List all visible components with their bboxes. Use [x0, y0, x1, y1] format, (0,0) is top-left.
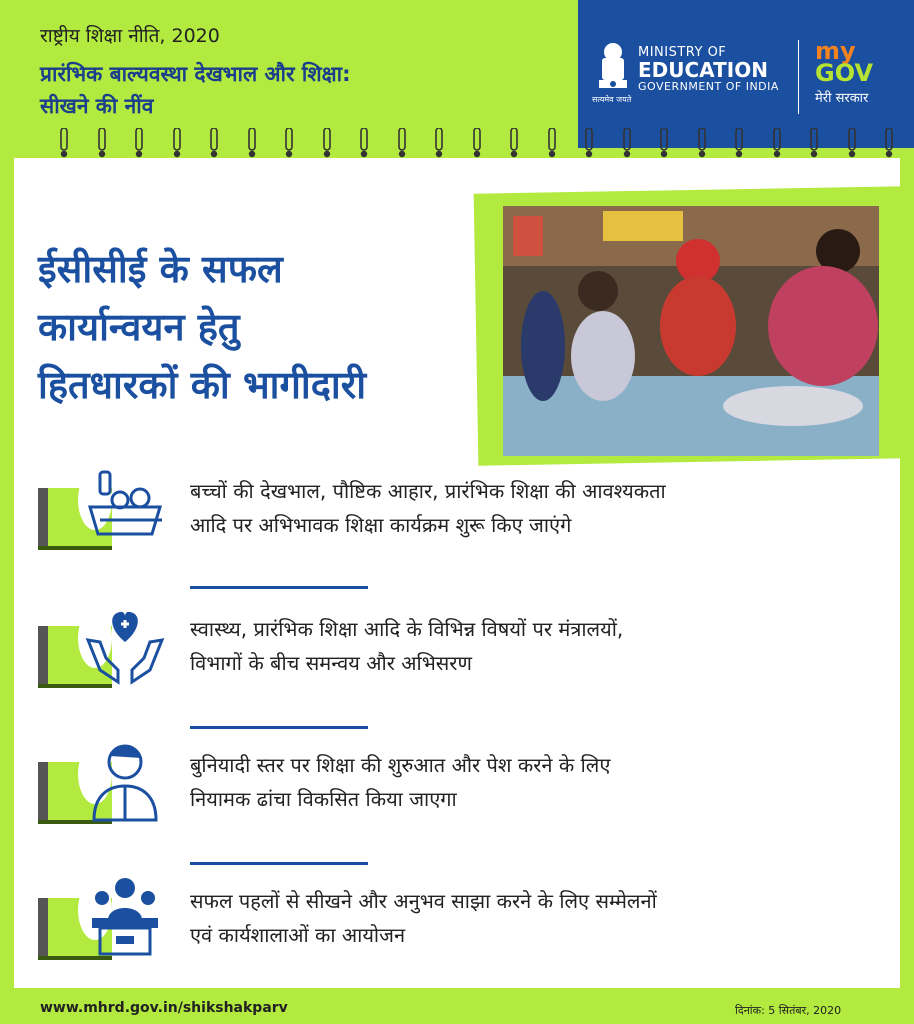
website-link[interactable]: www.mhrd.gov.in/shikshakparv: [40, 1000, 288, 1016]
item-divider: [190, 862, 368, 865]
item-text: स्वास्थ्य, प्रारंभिक शिक्षा आदि के विभिन्न विषयों पर मंत्रालयों, विभागों के बीच समन्वय और अभिसरण: [190, 617, 624, 675]
binding-ring: [508, 128, 520, 158]
binding-ring: [883, 128, 895, 158]
date-label: दिनांक: 5 सितंबर, 2020: [735, 1004, 842, 1017]
page-title: ईसीसीई के सफल कार्यान्वयन हेतु हितधारकों की भागीदारी: [38, 247, 367, 407]
binding-ring: [321, 128, 333, 158]
item-text: सफल पहलों से सीखने और अनुभव साझा करने के लिए सम्मेलनों एवं कार्यशालाओं का आयोजन: [190, 889, 657, 947]
binding-ring: [621, 128, 633, 158]
binding-ring: [58, 128, 70, 158]
binding-ring: [846, 128, 858, 158]
binding-ring: [433, 128, 445, 158]
mygov-logo: my GOV मेरी सरकार: [815, 37, 874, 106]
binding-ring: [96, 128, 108, 158]
list-item: [38, 872, 898, 992]
children-activity-photo: [503, 206, 879, 456]
binding-ring: [733, 128, 745, 158]
conference-icon: [80, 872, 170, 962]
binding-ring: [771, 128, 783, 158]
list-item: [38, 600, 898, 720]
binding-ring: [583, 128, 595, 158]
page-subtitle: प्रारंभिक बाल्यवस्था देखभाल और शिक्षा: सीखने की नींव: [40, 62, 351, 118]
binding-ring: [246, 128, 258, 158]
item-text: बुनियादी स्तर पर शिक्षा की शुरुआत और पेश करने के लिए नियामक ढांचा विकसित किया जाएगा: [190, 753, 611, 811]
item-text: बच्चों की देखभाल, पौष्टिक आहार, प्रारंभिक शिक्षा की आवश्यकता आदि पर अभिभावक शिक्षा कार्यक्रम शुरू किए जाएंगे: [190, 479, 666, 537]
ministry-logo: MINISTRY OF EDUCATION GOVERNMENT OF INDIA: [638, 45, 779, 93]
teacher-icon: [80, 736, 170, 826]
policy-label: राष्ट्रीय शिक्षा नीति, 2020: [40, 25, 220, 47]
food-basket-icon: [80, 462, 170, 552]
list-item: [38, 736, 898, 856]
spiral-binding: [0, 128, 914, 168]
binding-ring: [358, 128, 370, 158]
binding-ring: [696, 128, 708, 158]
binding-ring: [171, 128, 183, 158]
item-divider: [190, 586, 368, 589]
binding-ring: [808, 128, 820, 158]
binding-ring: [133, 128, 145, 158]
binding-ring: [283, 128, 295, 158]
binding-ring: [208, 128, 220, 158]
binding-ring: [471, 128, 483, 158]
binding-ring: [396, 128, 408, 158]
logo-divider: [798, 40, 799, 114]
binding-ring: [658, 128, 670, 158]
emblem-caption: सत्यमेव जयते: [592, 95, 632, 104]
list-item: [38, 462, 898, 582]
binding-ring: [546, 128, 558, 158]
item-divider: [190, 726, 368, 729]
heart-hands-icon: [80, 600, 170, 690]
